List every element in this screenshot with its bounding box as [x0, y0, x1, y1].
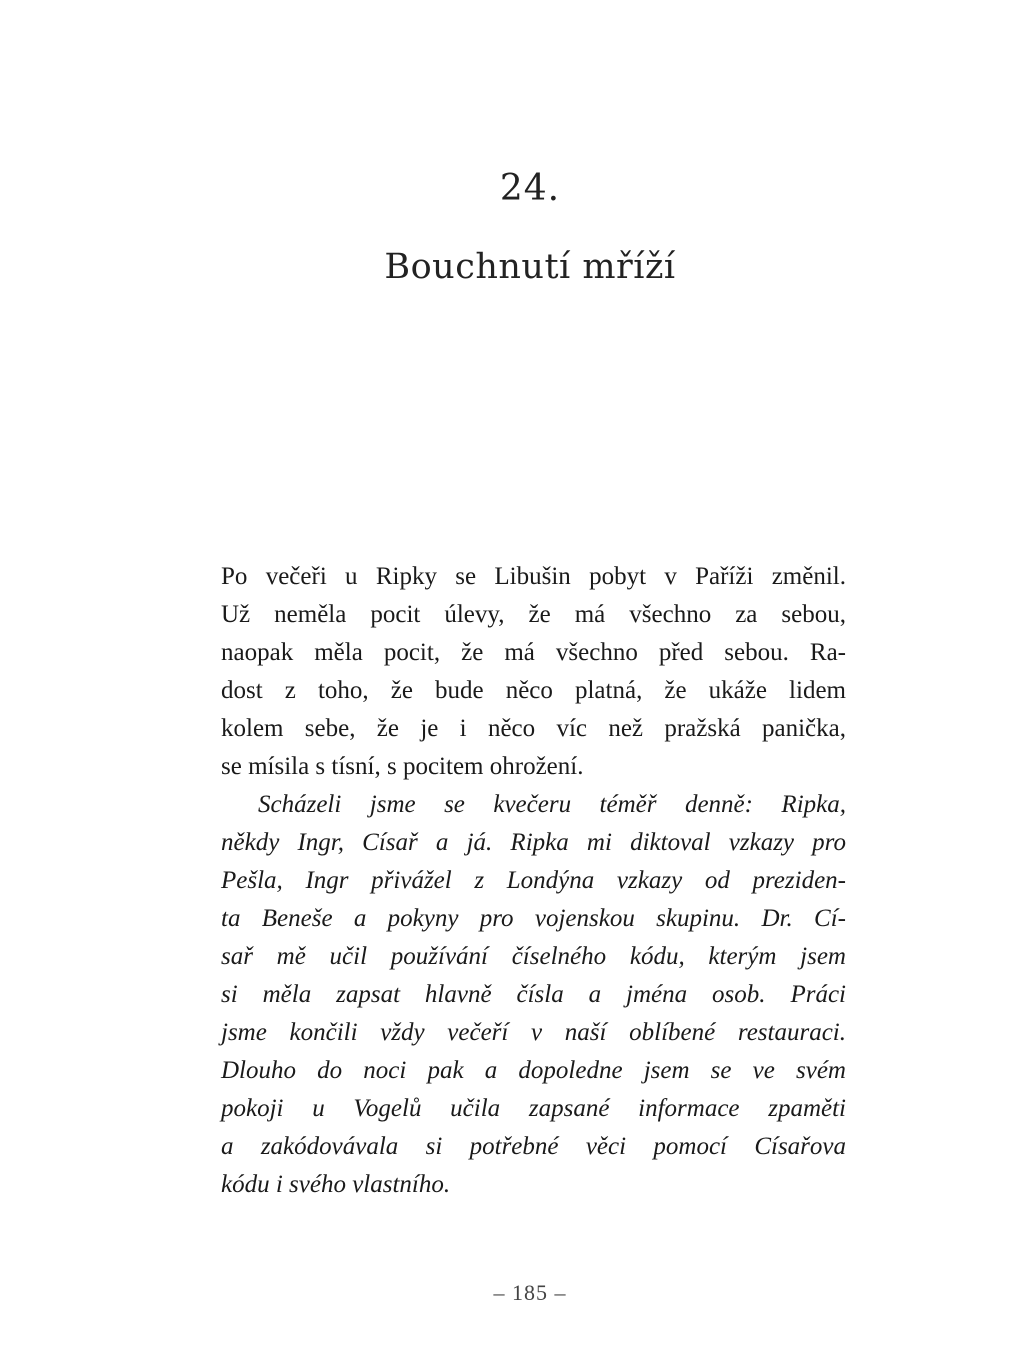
body-text: [221, 558, 846, 1204]
paragraph-1-line: dost z toho, že bude něco platná, že ukáže lidem: [221, 677, 846, 704]
chapter-number: 24.: [499, 168, 561, 209]
paragraph-1-line: naopak měla pocit, že má všechno před sebou. Ra-: [221, 639, 846, 666]
paragraph-2-line: sař mě učil používání číselného kódu, kterým jsem: [221, 943, 846, 970]
paragraph-2-line: kódu i svého vlastního.: [221, 1171, 451, 1198]
chapter-title: Bouchnutí mříží: [384, 247, 676, 287]
paragraph-2-line: pokoji u Vogelů učila zapsané informace zpaměti: [221, 1095, 846, 1122]
paragraph-1-line: se mísila s tísní, s pocitem ohrožení.: [221, 753, 584, 780]
paragraph-1: [221, 558, 846, 786]
paragraph-2-line: jsme končili vždy večeří v naší oblíbené restauraci.: [221, 1019, 846, 1046]
paragraph-1-line: Už neměla pocit úlevy, že má všechno za sebou,: [221, 601, 846, 628]
paragraph-2-line: Dlouho do noci pak a dopoledne jsem se ve svém: [221, 1057, 846, 1084]
paragraph-2-line: si měla zapsat hlavně čísla a jména osob. Práci: [221, 981, 846, 1008]
paragraph-1-line: Po večeři u Ripky se Libušin pobyt v Paříži změnil.: [221, 563, 846, 590]
paragraph-2: [221, 786, 846, 1204]
paragraph-2-line: a zakódovávala si potřebné věci pomocí Císařova: [221, 1133, 846, 1160]
page-number: – 185 –: [493, 1280, 567, 1305]
paragraph-2-line: ta Beneše a pokyny pro vojenskou skupinu. Dr. Cí-: [221, 905, 846, 932]
paragraph-2-line: někdy Ingr, Císař a já. Ripka mi diktoval vzkazy pro: [221, 829, 846, 856]
paragraph-1-line: kolem sebe, že je i něco víc než pražská panička,: [221, 715, 846, 742]
paragraph-2-line: Scházeli jsme se kvečeru téměř denně: Ripka,: [258, 791, 846, 818]
paragraph-2-line: Pešla, Ingr přivážel z Londýna vzkazy od preziden-: [221, 867, 846, 894]
